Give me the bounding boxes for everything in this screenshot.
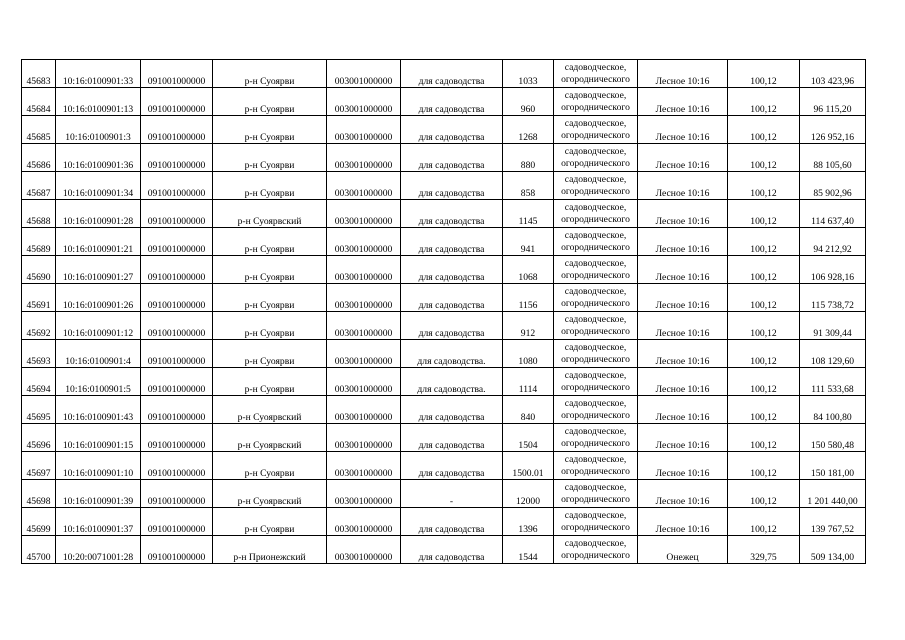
area-cell: 912 (503, 312, 554, 340)
specific-value-cell: 100,12 (728, 284, 800, 312)
record-number-cell: 45689 (22, 228, 56, 256)
settlement-cell: Лесное 10:16 (638, 508, 728, 536)
record-number-cell: 45691 (22, 284, 56, 312)
district-cell: р-н Суоярви (213, 508, 327, 536)
cadastral-value-cell: 115 738,72 (800, 284, 866, 312)
area-cell: 1068 (503, 256, 554, 284)
permitted-use-cell: для садоводства (401, 228, 503, 256)
record-number-cell: 45687 (22, 172, 56, 200)
use-group-line-1: садоводческое, (564, 510, 627, 521)
cadastral-number-cell: 10:16:0100901:27 (56, 256, 141, 284)
cadastral-value-cell: 509 134,00 (800, 536, 866, 564)
use-group-line-1: садоводческое, (564, 174, 627, 185)
use-group-cell (554, 452, 638, 480)
record-number-cell: 45700 (22, 536, 56, 564)
use-group-line-1: садоводческое, (564, 454, 627, 465)
permitted-use-cell: для садоводства (401, 88, 503, 116)
district-cell: р-н Суоярви (213, 88, 327, 116)
use-group-cell (554, 480, 638, 508)
category-code-cell: 003001000000 (327, 452, 401, 480)
table-row (22, 172, 866, 200)
use-group-cell (554, 88, 638, 116)
area-cell: 880 (503, 144, 554, 172)
area-cell: 1033 (503, 60, 554, 88)
district-cell: р-н Суоярви (213, 116, 327, 144)
permitted-use-cell: для садоводства (401, 312, 503, 340)
cadastral-value-cell: 1 201 440,00 (800, 480, 866, 508)
permitted-use-cell: для садоводства (401, 116, 503, 144)
category-code-cell: 003001000000 (327, 144, 401, 172)
area-cell: 941 (503, 228, 554, 256)
district-cell: р-н Суоярви (213, 60, 327, 88)
district-cell: р-н Суоярви (213, 144, 327, 172)
use-group-line-2: огороднического (561, 353, 630, 365)
permitted-use-cell: для садоводства. (401, 368, 503, 396)
district-cell: р-н Суоярви (213, 312, 327, 340)
category-code-cell: 003001000000 (327, 284, 401, 312)
category-code-cell: 003001000000 (327, 340, 401, 368)
use-group-cell (554, 508, 638, 536)
use-group-cell (554, 256, 638, 284)
oktmo-code-cell: 091001000000 (141, 284, 213, 312)
registry-sheet (21, 59, 866, 564)
use-group-line-2: огороднического (561, 129, 630, 141)
cadastral-value-cell: 150 181,00 (800, 452, 866, 480)
use-group-line-1: садоводческое, (564, 426, 627, 437)
cadastral-number-cell: 10:16:0100901:39 (56, 480, 141, 508)
specific-value-cell: 100,12 (728, 368, 800, 396)
use-group-line-2: огороднического (561, 297, 630, 309)
permitted-use-cell: для садоводства (401, 396, 503, 424)
use-group-line-2: огороднического (561, 521, 630, 533)
specific-value-cell: 100,12 (728, 508, 800, 536)
use-group-line-1: садоводческое, (564, 342, 627, 353)
settlement-cell: Лесное 10:16 (638, 284, 728, 312)
record-number-cell: 45694 (22, 368, 56, 396)
permitted-use-cell: для садоводства (401, 508, 503, 536)
permitted-use-cell: для садоводства (401, 144, 503, 172)
use-group-line-2: огороднического (561, 409, 630, 421)
specific-value-cell: 100,12 (728, 424, 800, 452)
record-number-cell: 45685 (22, 116, 56, 144)
specific-value-cell: 100,12 (728, 144, 800, 172)
table-row (22, 200, 866, 228)
use-group-line-1: садоводческое, (564, 90, 627, 101)
use-group-line-1: садоводческое, (564, 230, 627, 241)
category-code-cell: 003001000000 (327, 116, 401, 144)
district-cell: р-н Суоярви (213, 256, 327, 284)
cadastral-number-cell: 10:16:0100901:12 (56, 312, 141, 340)
use-group-cell (554, 144, 638, 172)
record-number-cell: 45697 (22, 452, 56, 480)
permitted-use-cell: для садоводства (401, 284, 503, 312)
use-group-cell (554, 424, 638, 452)
cadastral-value-cell: 91 309,44 (800, 312, 866, 340)
cadastral-value-cell: 108 129,60 (800, 340, 866, 368)
table-row (22, 396, 866, 424)
settlement-cell: Лесное 10:16 (638, 256, 728, 284)
area-cell: 840 (503, 396, 554, 424)
cadastral-value-cell: 150 580,48 (800, 424, 866, 452)
district-cell: р-н Суоярвский (213, 424, 327, 452)
record-number-cell: 45683 (22, 60, 56, 88)
use-group-line-2: огороднического (561, 325, 630, 337)
permitted-use-cell: для садоводства (401, 424, 503, 452)
table-row (22, 340, 866, 368)
district-cell: р-н Суоярви (213, 228, 327, 256)
oktmo-code-cell: 091001000000 (141, 536, 213, 564)
use-group-line-1: садоводческое, (564, 482, 627, 493)
cadastral-value-cell: 114 637,40 (800, 200, 866, 228)
specific-value-cell: 100,12 (728, 452, 800, 480)
specific-value-cell: 100,12 (728, 88, 800, 116)
table-row (22, 368, 866, 396)
cadastral-number-cell: 10:16:0100901:33 (56, 60, 141, 88)
oktmo-code-cell: 091001000000 (141, 312, 213, 340)
category-code-cell: 003001000000 (327, 172, 401, 200)
use-group-line-1: садоводческое, (564, 314, 627, 325)
settlement-cell: Лесное 10:16 (638, 172, 728, 200)
specific-value-cell: 100,12 (728, 312, 800, 340)
cadastral-value-cell: 106 928,16 (800, 256, 866, 284)
table-row (22, 256, 866, 284)
settlement-cell: Лесное 10:16 (638, 144, 728, 172)
category-code-cell: 003001000000 (327, 396, 401, 424)
cadastral-value-cell: 139 767,52 (800, 508, 866, 536)
specific-value-cell: 100,12 (728, 480, 800, 508)
cadastral-number-cell: 10:16:0100901:26 (56, 284, 141, 312)
table-row (22, 60, 866, 88)
settlement-cell: Лесное 10:16 (638, 60, 728, 88)
category-code-cell: 003001000000 (327, 200, 401, 228)
specific-value-cell: 100,12 (728, 60, 800, 88)
permitted-use-cell: для садоводства (401, 536, 503, 564)
record-number-cell: 45696 (22, 424, 56, 452)
area-cell: 1268 (503, 116, 554, 144)
use-group-line-2: огороднического (561, 493, 630, 505)
district-cell: р-н Суоярви (213, 172, 327, 200)
oktmo-code-cell: 091001000000 (141, 452, 213, 480)
area-cell: 1396 (503, 508, 554, 536)
district-cell: р-н Прионежский (213, 536, 327, 564)
cadastral-number-cell: 10:16:0100901:3 (56, 116, 141, 144)
cadastral-value-cell: 88 105,60 (800, 144, 866, 172)
specific-value-cell: 100,12 (728, 340, 800, 368)
use-group-line-2: огороднического (561, 73, 630, 85)
oktmo-code-cell: 091001000000 (141, 88, 213, 116)
area-cell: 960 (503, 88, 554, 116)
table-row (22, 284, 866, 312)
category-code-cell: 003001000000 (327, 88, 401, 116)
cadastral-number-cell: 10:16:0100901:43 (56, 396, 141, 424)
use-group-line-2: огороднического (561, 465, 630, 477)
area-cell: 1156 (503, 284, 554, 312)
use-group-line-1: садоводческое, (564, 62, 627, 73)
cadastral-number-cell: 10:16:0100901:28 (56, 200, 141, 228)
specific-value-cell: 100,12 (728, 172, 800, 200)
record-number-cell: 45699 (22, 508, 56, 536)
table-row (22, 424, 866, 452)
settlement-cell: Лесное 10:16 (638, 396, 728, 424)
permitted-use-cell: для садоводства (401, 172, 503, 200)
area-cell: 1544 (503, 536, 554, 564)
district-cell: р-н Суоярви (213, 452, 327, 480)
use-group-line-2: огороднического (561, 185, 630, 197)
record-number-cell: 45695 (22, 396, 56, 424)
permitted-use-cell: для садоводства (401, 452, 503, 480)
cadastral-number-cell: 10:16:0100901:21 (56, 228, 141, 256)
category-code-cell: 003001000000 (327, 60, 401, 88)
district-cell: р-н Суоярви (213, 284, 327, 312)
settlement-cell: Онежец (638, 536, 728, 564)
area-cell: 1500.01 (503, 452, 554, 480)
area-cell: 1145 (503, 200, 554, 228)
table-row (22, 536, 866, 564)
use-group-line-1: садоводческое, (564, 258, 627, 269)
district-cell: р-н Суоярвский (213, 200, 327, 228)
cadastral-value-cell: 103 423,96 (800, 60, 866, 88)
record-number-cell: 45690 (22, 256, 56, 284)
category-code-cell: 003001000000 (327, 368, 401, 396)
oktmo-code-cell: 091001000000 (141, 368, 213, 396)
district-cell: р-н Суоярвский (213, 396, 327, 424)
oktmo-code-cell: 091001000000 (141, 172, 213, 200)
settlement-cell: Лесное 10:16 (638, 368, 728, 396)
use-group-cell (554, 312, 638, 340)
oktmo-code-cell: 091001000000 (141, 60, 213, 88)
table-row (22, 228, 866, 256)
district-cell: р-н Суоярви (213, 340, 327, 368)
settlement-cell: Лесное 10:16 (638, 480, 728, 508)
record-number-cell: 45693 (22, 340, 56, 368)
table-row (22, 480, 866, 508)
district-cell: р-н Суоярви (213, 368, 327, 396)
specific-value-cell: 329,75 (728, 536, 800, 564)
specific-value-cell: 100,12 (728, 396, 800, 424)
use-group-line-1: садоводческое, (564, 398, 627, 409)
use-group-line-2: огороднического (561, 101, 630, 113)
record-number-cell: 45688 (22, 200, 56, 228)
cadastral-number-cell: 10:16:0100901:13 (56, 88, 141, 116)
use-group-cell (554, 396, 638, 424)
category-code-cell: 003001000000 (327, 228, 401, 256)
use-group-cell (554, 60, 638, 88)
oktmo-code-cell: 091001000000 (141, 424, 213, 452)
specific-value-cell: 100,12 (728, 116, 800, 144)
use-group-line-1: садоводческое, (564, 146, 627, 157)
oktmo-code-cell: 091001000000 (141, 480, 213, 508)
use-group-cell (554, 116, 638, 144)
category-code-cell: 003001000000 (327, 480, 401, 508)
cadastral-number-cell: 10:20:0071001:28 (56, 536, 141, 564)
cadastral-number-cell: 10:16:0100901:5 (56, 368, 141, 396)
use-group-line-1: садоводческое, (564, 286, 627, 297)
district-cell: р-н Суоярвский (213, 480, 327, 508)
oktmo-code-cell: 091001000000 (141, 396, 213, 424)
oktmo-code-cell: 091001000000 (141, 144, 213, 172)
permitted-use-cell: для садоводства (401, 60, 503, 88)
registry-body (22, 60, 866, 564)
cadastral-value-cell: 85 902,96 (800, 172, 866, 200)
cadastral-number-cell: 10:16:0100901:34 (56, 172, 141, 200)
use-group-line-2: огороднического (561, 269, 630, 281)
use-group-line-1: садоводческое, (564, 538, 627, 549)
table-row (22, 116, 866, 144)
cadastral-number-cell: 10:16:0100901:15 (56, 424, 141, 452)
table-row (22, 508, 866, 536)
use-group-line-2: огороднического (561, 437, 630, 449)
settlement-cell: Лесное 10:16 (638, 228, 728, 256)
cadastral-value-cell: 96 115,20 (800, 88, 866, 116)
cadastral-value-cell: 84 100,80 (800, 396, 866, 424)
category-code-cell: 003001000000 (327, 312, 401, 340)
area-cell: 12000 (503, 480, 554, 508)
area-cell: 858 (503, 172, 554, 200)
table-row (22, 452, 866, 480)
cadastral-number-cell: 10:16:0100901:36 (56, 144, 141, 172)
use-group-cell (554, 200, 638, 228)
permitted-use-cell: для садоводства (401, 256, 503, 284)
use-group-line-2: огороднического (561, 549, 630, 561)
use-group-line-2: огороднического (561, 381, 630, 393)
use-group-cell (554, 340, 638, 368)
category-code-cell: 003001000000 (327, 508, 401, 536)
area-cell: 1504 (503, 424, 554, 452)
settlement-cell: Лесное 10:16 (638, 116, 728, 144)
use-group-line-1: садоводческое, (564, 202, 627, 213)
record-number-cell: 45684 (22, 88, 56, 116)
table-row (22, 144, 866, 172)
use-group-cell (554, 536, 638, 564)
table-row (22, 88, 866, 116)
cadastral-number-cell: 10:16:0100901:37 (56, 508, 141, 536)
oktmo-code-cell: 091001000000 (141, 256, 213, 284)
area-cell: 1114 (503, 368, 554, 396)
use-group-cell (554, 284, 638, 312)
record-number-cell: 45698 (22, 480, 56, 508)
permitted-use-cell: - (401, 480, 503, 508)
cadastral-number-cell: 10:16:0100901:10 (56, 452, 141, 480)
specific-value-cell: 100,12 (728, 200, 800, 228)
use-group-cell (554, 368, 638, 396)
oktmo-code-cell: 091001000000 (141, 508, 213, 536)
cadastral-value-cell: 111 533,68 (800, 368, 866, 396)
category-code-cell: 003001000000 (327, 256, 401, 284)
cadastral-value-cell: 126 952,16 (800, 116, 866, 144)
settlement-cell: Лесное 10:16 (638, 200, 728, 228)
use-group-line-1: садоводческое, (564, 370, 627, 381)
record-number-cell: 45686 (22, 144, 56, 172)
settlement-cell: Лесное 10:16 (638, 424, 728, 452)
use-group-line-1: садоводческое, (564, 118, 627, 129)
table-row (22, 312, 866, 340)
oktmo-code-cell: 091001000000 (141, 228, 213, 256)
area-cell: 1080 (503, 340, 554, 368)
settlement-cell: Лесное 10:16 (638, 88, 728, 116)
use-group-cell (554, 172, 638, 200)
permitted-use-cell: для садоводства (401, 200, 503, 228)
oktmo-code-cell: 091001000000 (141, 340, 213, 368)
specific-value-cell: 100,12 (728, 256, 800, 284)
cadastral-value-cell: 94 212,92 (800, 228, 866, 256)
oktmo-code-cell: 091001000000 (141, 116, 213, 144)
record-number-cell: 45692 (22, 312, 56, 340)
use-group-line-2: огороднического (561, 241, 630, 253)
category-code-cell: 003001000000 (327, 424, 401, 452)
settlement-cell: Лесное 10:16 (638, 452, 728, 480)
category-code-cell: 003001000000 (327, 536, 401, 564)
cadastral-number-cell: 10:16:0100901:4 (56, 340, 141, 368)
settlement-cell: Лесное 10:16 (638, 312, 728, 340)
use-group-cell (554, 228, 638, 256)
oktmo-code-cell: 091001000000 (141, 200, 213, 228)
permitted-use-cell: для садоводства. (401, 340, 503, 368)
use-group-line-2: огороднического (561, 213, 630, 225)
use-group-line-2: огороднического (561, 157, 630, 169)
cadastral-registry-table (21, 59, 866, 564)
specific-value-cell: 100,12 (728, 228, 800, 256)
settlement-cell: Лесное 10:16 (638, 340, 728, 368)
